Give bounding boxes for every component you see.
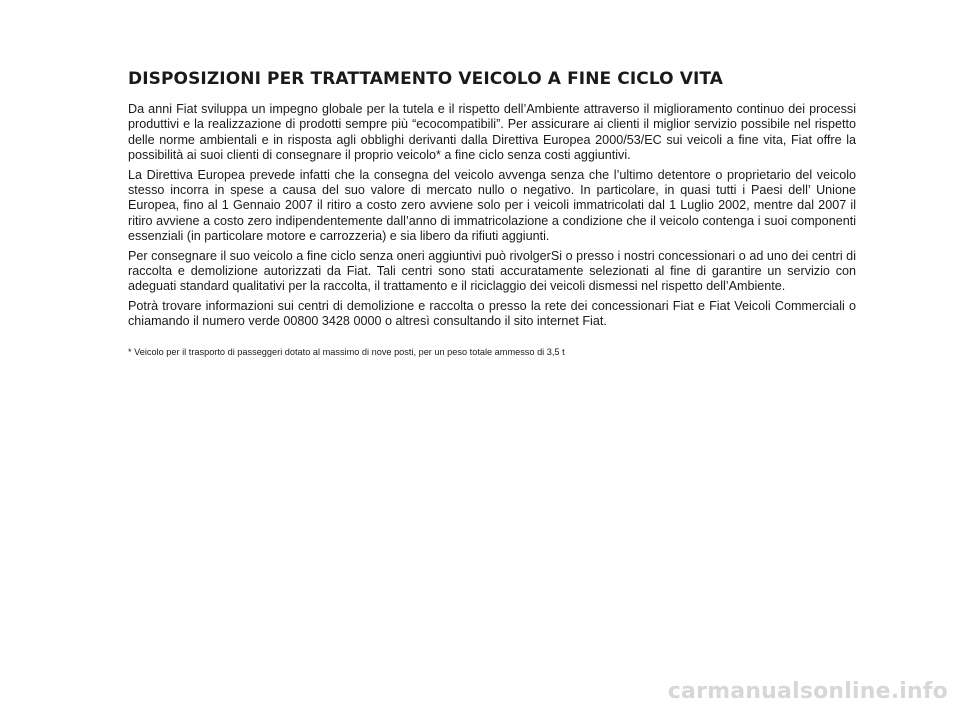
paragraph-delivery: Per consegnare il suo veicolo a fine ciclo senza oneri aggiuntivi può rivolgerSi o presso i nostri concessionari o ad uno dei centri di raccolta e demolizione autorizzati da Fiat. Tali centri sono stati accuratamente selezionati al fine di garantire un servizio con adeguati standard qualitativi per la raccolta, il trattamento e il riciclaggio dei veicoli dismessi nel rispetto dell’Ambiente. — [128, 248, 856, 294]
document-page — [128, 0, 856, 709]
page-title: DISPOSIZIONI PER TRATTAMENTO VEICOLO A FINE CICLO VITA — [128, 69, 724, 89]
watermark: carmanualsonline.info — [667, 679, 948, 704]
footnote: * Veicolo per il trasporto di passeggeri dotato al massimo di nove posti, per un peso totale ammesso di 3,5 t — [128, 347, 565, 357]
paragraph-directive: La Direttiva Europea prevede infatti che la consegna del veicolo avvenga senza che l’ultimo detentore o proprietario del veicolo stesso incorra in spese a causa del suo valore di mercato nullo o negativo. In particolare, in quasi tutti i Paesi dell’ Unione Europea, fino al 1 Gennaio 2007 il ritiro a costo zero avviene solo per i veicoli immatricolati dal 1 Luglio 2002, mentre dal 2007 il ritiro avviene a costo zero indipendentemente dall’anno di immatricolazione a condizione che il veicolo contenga i suoi componenti essenziali (in particolare motore e carrozzeria) e sia libero da rifiuti aggiunti. — [128, 167, 856, 244]
paragraph-intro: Da anni Fiat sviluppa un impegno globale per la tutela e il rispetto dell’Ambiente attraverso il miglioramento continuo dei processi produttivi e la realizzazione di prodotti sempre più “ecocompatibili”. Per assicurare ai clienti il miglior servizio possibile nel rispetto delle norme ambientali e in risposta agli obblighi derivanti dalla Direttiva Europea 2000/53/EC sui veicoli a fine vita, Fiat offre la possibilità ai suoi clienti di consegnare il proprio veicolo* a fine ciclo senza costi aggiuntivi. — [128, 102, 856, 163]
paragraph-information: Potrà trovare informazioni sui centri di demolizione e raccolta o presso la rete dei concessionari Fiat e Fiat Veicoli Commerciali o chiamando il numero verde 00800 3428 0000 o altresì consultando il sito internet Fiat. — [128, 298, 856, 329]
document-body — [128, 102, 856, 334]
